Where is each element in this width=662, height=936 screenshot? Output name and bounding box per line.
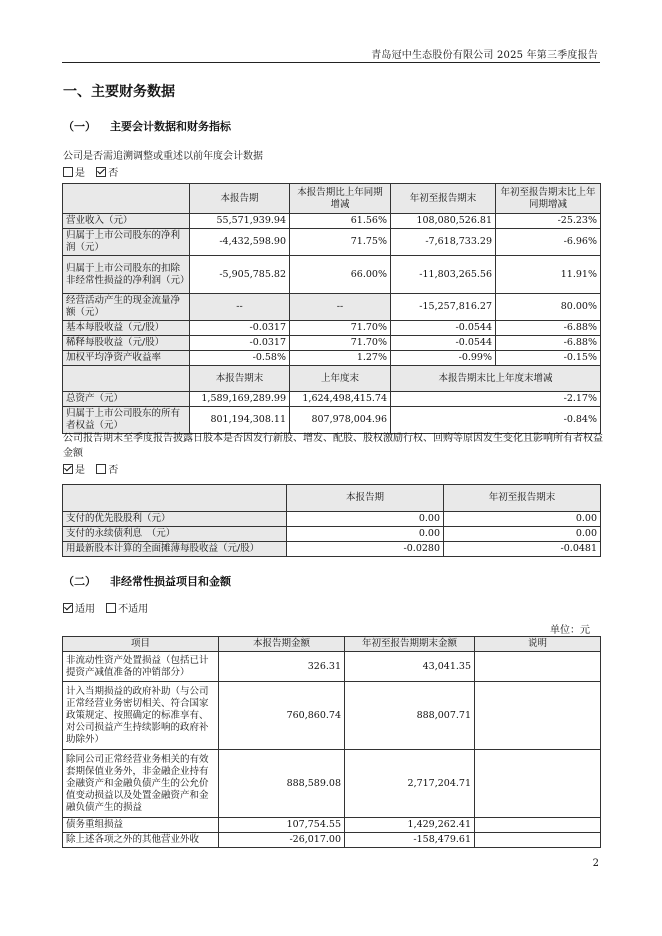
table-row [63,542,601,557]
table-cell: 888,007.71 [345,682,475,750]
row-label: 归属于上市公司股东的扣除非经常性损益的净利润（元） [63,256,190,294]
table-header: 本报告期 [190,184,290,214]
table-header: 年初至报告期末 [444,485,601,512]
table-cell: -0.58% [190,351,290,366]
table-header-empty [63,485,287,512]
table-cell: 1,589,169,289.99 [190,392,290,407]
table-row [63,321,601,336]
table-cell: 801,194,308.11 [190,407,290,434]
table-cell: 1,624,498,415.74 [290,392,391,407]
row-label: 支付的永续债利息 （元） [63,527,287,542]
table-cell: -6.96% [496,229,601,256]
table-cell: 43,041.35 [345,652,475,682]
row-label: 非流动性资产处置损益（包括已计提资产减值准备的冲销部分） [63,652,219,682]
table-cell: 2,717,204.71 [345,750,475,818]
table-cell: -26,017.00 [219,833,345,848]
table-cell: 0.00 [287,512,444,527]
table-cell [475,833,601,848]
table-header: 年初至报告期末比上年同期增减 [496,184,601,214]
row-label: 支付的优先股股利（元） [63,512,287,527]
table-header: 本报告期末比上年度末增减 [391,366,601,392]
table-row [63,818,601,833]
subsection-title-2 [63,573,231,589]
row-label: 经营活动产生的现金流量净额（元） [63,294,190,321]
row-label: 债务重组损益 [63,818,219,833]
checkbox-restate-no[interactable] [96,167,106,177]
table-cell [475,682,601,750]
table-cell: 80.00% [496,294,601,321]
table-cell: -0.0544 [391,321,496,336]
table-cell: 71.70% [290,321,391,336]
subsection-number: （一） [63,120,96,133]
diluted-eps-table [62,484,601,557]
table-cell: 326.31 [219,652,345,682]
row-label: 用最新股本计算的全面摊薄每股收益（元/股） [63,542,287,557]
table-header: 说明 [475,637,601,652]
table-header: 年初至报告期期末金额 [345,637,475,652]
table-cell: 1.27% [290,351,391,366]
row-label: 除同公司正常经营业务相关的有效套期保值业务外，非金融企业持有金融资产和金融负债产生的公允价值变动损益以及处置金融资产和金融负债产生的损益 [63,750,219,818]
table-header-empty [63,184,190,214]
table-header-empty [63,366,190,392]
table-cell: -7,618,733.29 [391,229,496,256]
checkbox-not-applicable[interactable] [106,603,116,613]
table-cell: -0.0280 [287,542,444,557]
table-cell: -11,803,265.56 [391,256,496,294]
table-cell: -6.88% [496,336,601,351]
report-header: 青岛冠中生态股份有限公司 2025 年第三季度报告 [371,50,598,61]
option-label: 否 [108,465,119,476]
table-row [63,229,601,256]
share-change-question: 公司报告期末至季度报告披露日股本是否因发行新股、增发、配股、股权激励行权、回购等原因发生变化且影响所有者权益金额 [63,433,603,459]
table-cell: 71.75% [290,229,391,256]
table-cell: 888,589.08 [219,750,345,818]
option-label: 不适用 [118,604,149,615]
table-cell: -- [290,294,391,321]
table-header: 本报告期 [287,485,444,512]
table-cell: 760,860.74 [219,682,345,750]
row-label: 计入当期损益的政府补助（与公司正常经营业务密切相关、符合国家政策规定、按照确定的标准享有、对公司损益产生持续影响的政府补助除外） [63,682,219,750]
table-cell: 1,429,262.41 [345,818,475,833]
table-row [63,527,601,542]
table-row [63,512,601,527]
table-row [63,682,601,750]
table-cell: 0.00 [287,527,444,542]
table-cell: -5,905,785.82 [190,256,290,294]
table-cell [475,750,601,818]
page-number: 2 [592,858,599,869]
subsection-title-1 [63,118,231,134]
row-label: 除上述各项之外的其他营业外收 [63,833,219,848]
section-title: 一、主要财务数据 [63,84,175,100]
table-header: 年初至报告期末 [391,184,496,214]
non-recurring-table [62,636,601,848]
table-cell: -- [190,294,290,321]
applicable-options [63,602,603,617]
table-cell: -0.0317 [190,336,290,351]
share-change-options [63,463,603,478]
table-cell: -0.99% [391,351,496,366]
table-cell: -4,432,598.90 [190,229,290,256]
table-cell: 0.00 [444,512,601,527]
table-cell: -0.0317 [190,321,290,336]
table-cell: 11.91% [496,256,601,294]
checkbox-share-yes[interactable] [63,464,73,474]
option-label: 是 [75,168,85,179]
subsection-text: 非经常性损益项目和金额 [110,575,231,588]
table-cell: -6.88% [496,321,601,336]
checkbox-applicable[interactable] [63,603,73,613]
option-label: 是 [75,465,85,476]
table-cell: -158,479.61 [345,833,475,848]
table-cell: 71.70% [290,336,391,351]
table-cell: 55,571,939.94 [190,214,290,229]
table-header: 本报告期末 [190,366,290,392]
table-row [63,392,601,407]
table-cell: 0.00 [444,527,601,542]
table-cell: 61.56% [290,214,391,229]
table-cell: -0.84% [391,407,601,434]
checkbox-restate-yes[interactable] [63,167,73,177]
table-row [63,214,601,229]
restate-question: 公司是否需追溯调整或重述以前年度会计数据 [63,151,263,162]
table-cell: -0.0481 [444,542,601,557]
subsection-number: （二） [63,575,96,588]
row-label: 营业收入（元） [63,214,190,229]
row-label: 归属于上市公司股东的净利润（元） [63,229,190,256]
table-cell [475,652,601,682]
table-cell: -2.17% [391,392,601,407]
table-cell: -0.15% [496,351,601,366]
table-cell: 107,754.55 [219,818,345,833]
subsection-text: 主要会计数据和财务指标 [110,120,231,133]
row-label: 总资产（元） [63,392,190,407]
row-label: 加权平均净资产收益率 [63,351,190,366]
table-cell [475,818,601,833]
table-header: 本报告期比上年同期增减 [290,184,391,214]
unit-label: 单位：元 [550,625,590,636]
table-header: 项目 [63,637,219,652]
row-label: 稀释每股收益（元/股） [63,336,190,351]
table-row [63,256,601,294]
table-cell: -0.0544 [391,336,496,351]
table-row [63,336,601,351]
restate-options [63,166,603,181]
table-row [63,652,601,682]
table-row [63,833,601,848]
table-row [63,351,601,366]
table-cell: 66.00% [290,256,391,294]
table-row [63,407,601,434]
key-financial-table [62,183,601,434]
table-row [63,294,601,321]
table-cell: -15,257,816.27 [391,294,496,321]
table-cell: -25.23% [496,214,601,229]
table-header: 上年度末 [290,366,391,392]
row-label: 基本每股收益（元/股） [63,321,190,336]
table-header: 本报告期金额 [219,637,345,652]
table-row [63,750,601,818]
header-divider [62,62,600,63]
option-label: 否 [108,168,119,179]
table-cell: 807,978,004.96 [290,407,391,434]
table-cell: 108,080,526.81 [391,214,496,229]
option-label: 适用 [75,604,95,615]
checkbox-share-no[interactable] [96,464,106,474]
row-label: 归属于上市公司股东的所有者权益（元） [63,407,190,434]
